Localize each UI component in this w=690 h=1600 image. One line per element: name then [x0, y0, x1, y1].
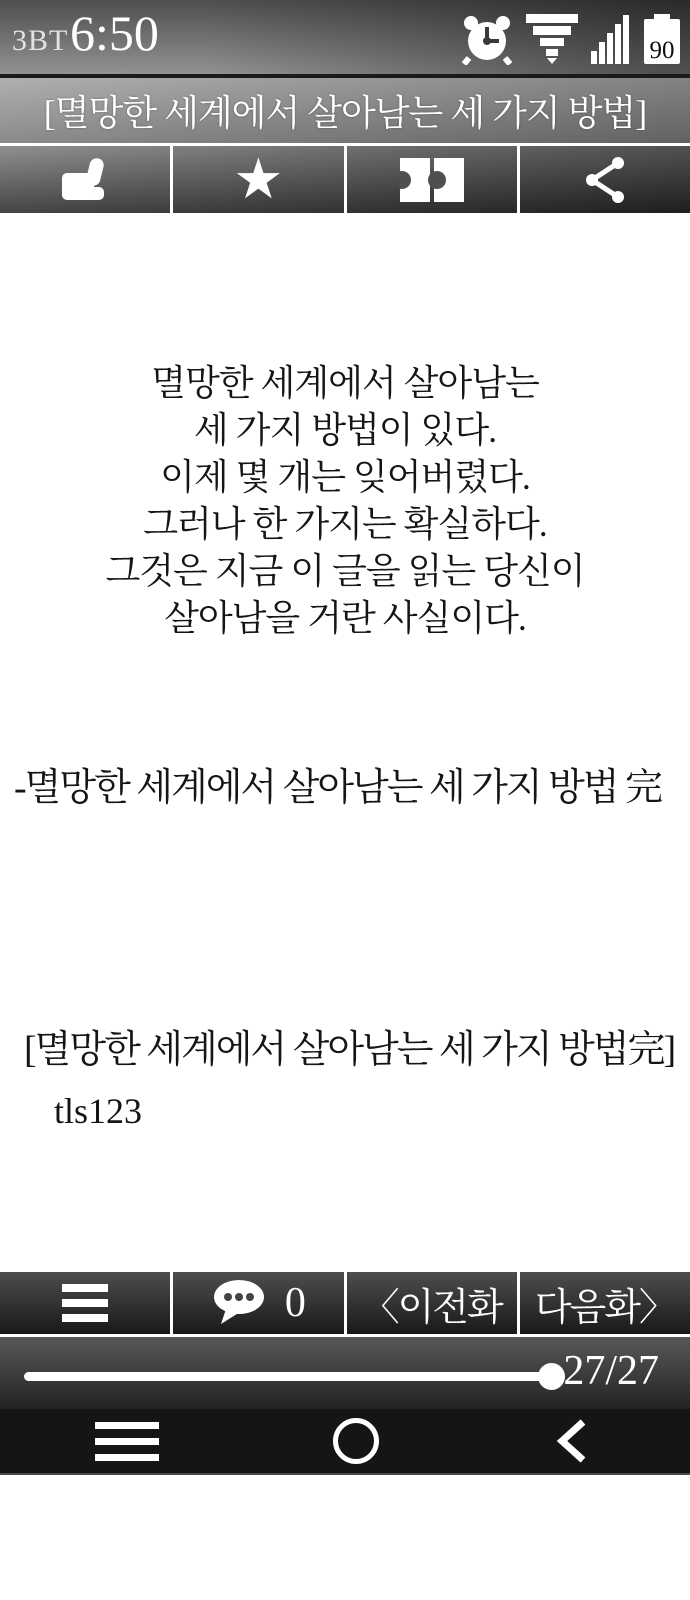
page-counter: 27/27 — [563, 1348, 659, 1394]
battery-icon — [644, 14, 680, 64]
star-icon: ★ — [233, 146, 284, 212]
battery-percent: 90 — [649, 37, 675, 64]
action-toolbar — [0, 143, 690, 213]
page-progress-strip — [0, 1337, 690, 1409]
thumbs-up-icon — [55, 154, 115, 206]
progress-slider-thumb[interactable] — [538, 1363, 565, 1390]
menu-button[interactable] — [0, 1272, 170, 1334]
progress-slider[interactable] — [24, 1372, 552, 1381]
prev-episode-button[interactable] — [347, 1272, 517, 1334]
comments-button[interactable] — [173, 1272, 343, 1334]
battery-body — [644, 19, 680, 64]
status-icons — [461, 13, 680, 65]
comment-count: 0 — [284, 1280, 306, 1326]
signal-strength-icon — [591, 14, 631, 64]
story-line: 살아남을 거란 사실이다. — [164, 598, 526, 638]
android-nav-bar — [0, 1409, 690, 1475]
episode-list-button[interactable] — [347, 146, 517, 213]
episode-title: [멸망한 세계에서 살아남는 세 가지 방법] — [43, 93, 647, 133]
author-id: tls123 — [54, 1091, 143, 1131]
puzzle-pieces-icon — [399, 156, 465, 204]
prev-episode-label: 〈이전화 — [361, 1286, 502, 1329]
speech-bubble-icon — [211, 1279, 271, 1327]
story-line: 그것은 지금 이 글을 읽는 당신이 — [105, 551, 585, 591]
carrier-label: 3BT — [12, 24, 69, 57]
share-button[interactable] — [520, 146, 690, 213]
story-line: 이제 몇 개는 잊어버렸다. — [160, 457, 530, 497]
story-ending-line: -멸망한 세계에서 살아남는 세 가지 방법 完 — [14, 767, 661, 809]
clock-time: 6:50 — [70, 5, 159, 61]
next-episode-label: 다음화〉 — [534, 1286, 675, 1329]
favorite-button[interactable] — [173, 146, 343, 213]
hamburger-icon — [62, 1284, 108, 1322]
nav-menu-button[interactable] — [95, 1422, 159, 1461]
like-button[interactable] — [0, 146, 170, 213]
story-line: 멸망한 세계에서 살아남는 — [151, 363, 539, 403]
bottom-toolbar — [0, 1269, 690, 1337]
nav-back-button[interactable] — [552, 1418, 590, 1464]
nav-home-button[interactable] — [333, 1418, 379, 1464]
story-line: 그러나 한 가지는 확실하다. — [143, 504, 547, 544]
title-bar — [0, 74, 690, 143]
story-paragraph — [0, 360, 690, 642]
alarm-clock-icon — [461, 13, 513, 65]
wifi-icon — [526, 14, 578, 64]
story-line: 세 가지 방법이 있다. — [193, 410, 497, 450]
next-episode-button[interactable] — [520, 1272, 690, 1334]
share-icon — [582, 155, 628, 205]
story-closing-line: [멸망한 세계에서 살아남는 세 가지 방법完] — [24, 1029, 675, 1071]
status-bar — [0, 0, 690, 74]
